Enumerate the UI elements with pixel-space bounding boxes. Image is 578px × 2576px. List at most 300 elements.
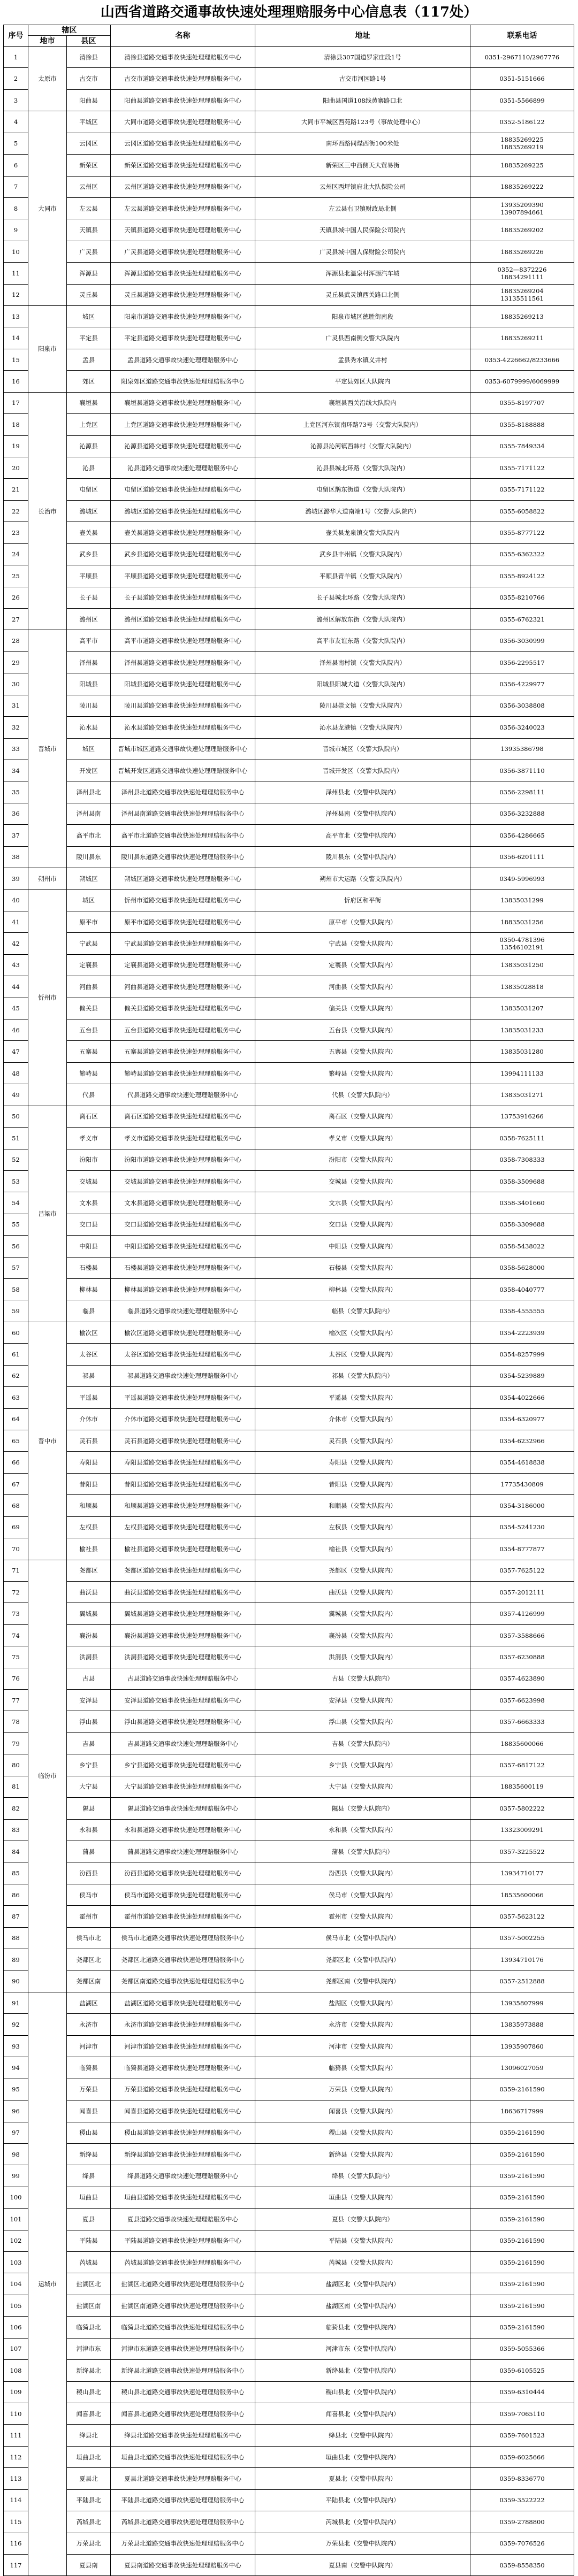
cell-county: 垣曲县 <box>67 2187 111 2208</box>
cell-phone: 0357-5623122 <box>470 1906 574 1927</box>
table-row <box>4 1841 574 1862</box>
cell-seq: 17 <box>4 392 28 413</box>
cell-phone: 0357-3225522 <box>470 1841 574 1862</box>
cell-county: 浮山县 <box>67 1711 111 1732</box>
cell-phone: 18835269211 <box>470 327 574 349</box>
cell-county: 交城县 <box>67 1170 111 1192</box>
cell-address: 平陆县（交警大队院内） <box>255 2230 470 2251</box>
cell-county: 寿阳县 <box>67 1452 111 1473</box>
table-row <box>4 2100 574 2122</box>
cell-name: 偏关县道路交通事故快速处理理赔服务中心 <box>111 998 255 1019</box>
cell-city: 朔州市 <box>28 868 67 890</box>
cell-phone: 0357-6230888 <box>470 1646 574 1668</box>
table-row <box>4 2403 574 2424</box>
cell-phone: 13934710176 <box>470 1949 574 1971</box>
cell-seq: 84 <box>4 1841 28 1862</box>
cell-seq: 55 <box>4 1214 28 1235</box>
cell-phone: 13753916266 <box>470 1106 574 1127</box>
table-row <box>4 1192 574 1214</box>
table-row <box>4 371 574 392</box>
cell-name: 临猗县道路交通事故快速处理理赔服务中心 <box>111 2057 255 2079</box>
cell-name: 昔阳县道路交通事故快速处理理赔服务中心 <box>111 1473 255 1494</box>
cell-name: 云冈区道路交通事故快速处理理赔服务中心 <box>111 133 255 154</box>
cell-phone: 0359-5055366 <box>470 2338 574 2359</box>
cell-county: 陵川县 <box>67 695 111 716</box>
cell-name: 尧都区南道路交通事故快速处理理赔服务中心 <box>111 1971 255 1992</box>
cell-phone: 0356-4286665 <box>470 825 574 846</box>
cell-name: 浑源县道路交通事故快速处理理赔服务中心 <box>111 263 255 284</box>
cell-phone: 0359-2161590 <box>470 2252 574 2273</box>
cell-phone: 18835269226 <box>470 241 574 262</box>
cell-county: 芮城县 <box>67 2252 111 2273</box>
cell-seq: 39 <box>4 868 28 890</box>
table-row <box>4 1668 574 1689</box>
table-row <box>4 1754 574 1776</box>
cell-county: 平遥县 <box>67 1387 111 1408</box>
cell-name: 夏县北道路交通事故快速处理理赔服务中心 <box>111 2468 255 2489</box>
cell-phone: 18835269225 <box>470 155 574 176</box>
cell-county: 平城区 <box>67 111 111 133</box>
cell-seq: 33 <box>4 738 28 760</box>
cell-phone: 0356-2295517 <box>470 651 574 673</box>
cell-phone: 0355-8197707 <box>470 392 574 413</box>
cell-address: 祁县（交警大队院内） <box>255 1365 470 1386</box>
table-row <box>4 738 574 760</box>
cell-name: 古交市道路交通事故快速处理理赔服务中心 <box>111 68 255 89</box>
cell-address: 万荣县（交警大队院内） <box>255 2079 470 2100</box>
cell-county: 陵川县东 <box>67 846 111 868</box>
cell-address: 左权县（交警大队院内） <box>255 1516 470 1538</box>
cell-name: 万荣县道路交通事故快速处理理赔服务中心 <box>111 2079 255 2100</box>
cell-county: 芮城县北 <box>67 2511 111 2533</box>
cell-name: 泽州县北道路交通事故快速处理理赔服务中心 <box>111 781 255 803</box>
cell-phone: 0354-8777877 <box>470 1538 574 1560</box>
cell-county: 文水县 <box>67 1192 111 1214</box>
cell-seq: 113 <box>4 2468 28 2489</box>
cell-address: 侯马市北（交警中队院内） <box>255 1927 470 1949</box>
table-row <box>4 1473 574 1494</box>
cell-phone: 0354-3186000 <box>470 1495 574 1516</box>
cell-name: 天镇县道路交通事故快速处理理赔服务中心 <box>111 219 255 241</box>
cell-seq: 81 <box>4 1776 28 1797</box>
cell-county: 石楼县 <box>67 1257 111 1278</box>
cell-name: 万荣县北道路交通事故快速处理理赔服务中心 <box>111 2533 255 2554</box>
header-address: 地址 <box>255 25 470 47</box>
cell-county: 翼城县 <box>67 1603 111 1624</box>
cell-phone: 0358-5438022 <box>470 1236 574 1257</box>
cell-name: 灵石县道路交通事故快速处理理赔服务中心 <box>111 1430 255 1452</box>
cell-name: 临猗县北道路交通事故快速处理理赔服务中心 <box>111 2317 255 2338</box>
cell-address: 洪洞县（交警大队院内） <box>255 1646 470 1668</box>
table-row <box>4 1041 574 1062</box>
cell-name: 泽州县南道路交通事故快速处理理赔服务中心 <box>111 803 255 824</box>
cell-name: 乡宁县道路交通事故快速处理理赔服务中心 <box>111 1754 255 1776</box>
cell-city: 太原市 <box>28 47 67 111</box>
table-row <box>4 630 574 651</box>
cell-name: 尧都区道路交通事故快速处理理赔服务中心 <box>111 1560 255 1581</box>
cell-phone: 0356-3240023 <box>470 717 574 738</box>
cell-address: 交口县（交警大队院内） <box>255 1214 470 1235</box>
cell-seq: 45 <box>4 998 28 1019</box>
cell-seq: 63 <box>4 1387 28 1408</box>
cell-name: 汾西县道路交通事故快速处理理赔服务中心 <box>111 1862 255 1884</box>
cell-county: 泽州县南 <box>67 803 111 824</box>
cell-address: 文水县（交警大队院内） <box>255 1192 470 1214</box>
cell-phone: 13835031250 <box>470 954 574 976</box>
cell-address: 潞城区潞华大道南端1号（交警大队院内） <box>255 500 470 522</box>
table-row <box>4 2187 574 2208</box>
cell-name: 夏县南道路交通事故快速处理理赔服务中心 <box>111 2554 255 2575</box>
cell-county: 蒲县 <box>67 1841 111 1862</box>
table-row <box>4 825 574 846</box>
cell-name: 朔城区道路交通事故快速处理理赔服务中心 <box>111 868 255 890</box>
cell-name: 盐湖区北道路交通事故快速处理理赔服务中心 <box>111 2273 255 2295</box>
cell-phone: 0351-2967110/2967776 <box>470 47 574 68</box>
cell-phone: 0355-8210766 <box>470 587 574 608</box>
cell-county: 临县 <box>67 1300 111 1322</box>
cell-seq: 75 <box>4 1646 28 1668</box>
cell-phone: 0359-2161590 <box>470 2317 574 2338</box>
cell-seq: 72 <box>4 1581 28 1603</box>
cell-phone: 0357-2012111 <box>470 1581 574 1603</box>
cell-county: 古县 <box>67 1668 111 1689</box>
table-row <box>4 414 574 435</box>
cell-county: 代县 <box>67 1084 111 1106</box>
cell-address: 翼城县（交警大队院内） <box>255 1603 470 1624</box>
cell-name: 霍州市道路交通事故快速处理理赔服务中心 <box>111 1906 255 1927</box>
cell-seq: 13 <box>4 306 28 327</box>
cell-address: 孟县秀水镇义井村 <box>255 349 470 370</box>
cell-name: 沁县道路交通事故快速处理理赔服务中心 <box>111 457 255 479</box>
cell-address: 盐湖区南（交警中队院内） <box>255 2295 470 2316</box>
cell-address: 夏县南（交警中队院内） <box>255 2554 470 2575</box>
cell-phone: 18835600119 <box>470 1776 574 1797</box>
table-row <box>4 2468 574 2489</box>
cell-phone: 0357-4126999 <box>470 1603 574 1624</box>
cell-address: 垣曲县北（交警中队院内） <box>255 2446 470 2467</box>
cell-phone: 0354-6320977 <box>470 1408 574 1430</box>
cell-seq: 100 <box>4 2187 28 2208</box>
cell-phone: 18835600066 <box>470 1732 574 1754</box>
cell-address: 介休市（交警大队院内） <box>255 1408 470 1430</box>
cell-name: 上党区道路交通事故快速处理理赔服务中心 <box>111 414 255 435</box>
header-region: 辖区 <box>28 25 111 36</box>
cell-address: 寿阳县（交警大队院内） <box>255 1452 470 1473</box>
cell-phone: 13835031207 <box>470 998 574 1019</box>
cell-name: 陵川县东道路交通事故快速处理理赔服务中心 <box>111 846 255 868</box>
cell-name: 蒲县道路交通事故快速处理理赔服务中心 <box>111 1841 255 1862</box>
cell-name: 繁峙县道路交通事故快速处理理赔服务中心 <box>111 1062 255 1084</box>
cell-name: 襄汾县道路交通事故快速处理理赔服务中心 <box>111 1624 255 1646</box>
table-row <box>4 2554 574 2575</box>
cell-city: 临汾市 <box>28 1560 67 1992</box>
cell-name: 芮城县道路交通事故快速处理理赔服务中心 <box>111 2252 255 2273</box>
cell-seq: 96 <box>4 2100 28 2122</box>
service-center-table <box>3 25 574 2576</box>
cell-phone: 0357-5802222 <box>470 1798 574 1819</box>
cell-county: 万荣县 <box>67 2079 111 2100</box>
cell-address: 永济市（交警大队院内） <box>255 2014 470 2035</box>
cell-name: 绛县北道路交通事故快速处理理赔服务中心 <box>111 2425 255 2446</box>
table-row <box>4 241 574 262</box>
cell-name: 闻喜县道路交通事故快速处理理赔服务中心 <box>111 2100 255 2122</box>
cell-seq: 42 <box>4 933 28 954</box>
table-row <box>4 1062 574 1084</box>
cell-address: 阳泉市城区德胜街南段 <box>255 306 470 327</box>
cell-seq: 29 <box>4 651 28 673</box>
cell-address: 汾阳市（交警大队院内） <box>255 1149 470 1170</box>
cell-seq: 62 <box>4 1365 28 1386</box>
cell-phone: 0356-3232888 <box>470 803 574 824</box>
cell-address: 平陆县北（交警中队院内） <box>255 2489 470 2511</box>
header-seq: 序号 <box>4 25 28 47</box>
cell-county: 榆次区 <box>67 1322 111 1343</box>
cell-name: 永济市道路交通事故快速处理理赔服务中心 <box>111 2014 255 2035</box>
cell-phone: 0350-4781396 13546102191 <box>470 933 574 954</box>
cell-name: 古县道路交通事故快速处理理赔服务中心 <box>111 1668 255 1689</box>
cell-phone: 0359-2161590 <box>470 2209 574 2230</box>
cell-seq: 20 <box>4 457 28 479</box>
cell-county: 闻喜县北 <box>67 2403 111 2424</box>
table-row <box>4 543 574 565</box>
cell-county: 介休市 <box>67 1408 111 1430</box>
cell-county: 稷山县北 <box>67 2381 111 2403</box>
cell-seq: 61 <box>4 1344 28 1365</box>
cell-seq: 83 <box>4 1819 28 1841</box>
cell-phone: 0359-2788800 <box>470 2511 574 2533</box>
cell-name: 离石区道路交通事故快速处理理赔服务中心 <box>111 1106 255 1127</box>
table-row <box>4 1257 574 1278</box>
cell-phone: 0358-3309688 <box>470 1214 574 1235</box>
cell-address: 河津市东（交警中队院内） <box>255 2338 470 2359</box>
cell-seq: 58 <box>4 1279 28 1300</box>
cell-phone: 13935907860 <box>470 2035 574 2057</box>
cell-seq: 102 <box>4 2230 28 2251</box>
cell-county: 河津市 <box>67 2035 111 2057</box>
cell-name: 高平市北道路交通事故快速处理理赔服务中心 <box>111 825 255 846</box>
cell-phone: 0355-6362322 <box>470 543 574 565</box>
cell-phone: 13323009291 <box>470 1819 574 1841</box>
cell-phone: 0356-6201111 <box>470 846 574 868</box>
cell-phone: 0355-7171122 <box>470 479 574 500</box>
cell-phone: 0359-2161590 <box>470 2143 574 2165</box>
table-row <box>4 349 574 370</box>
cell-name: 浮山县道路交通事故快速处理理赔服务中心 <box>111 1711 255 1732</box>
cell-phone: 17735430809 <box>470 1473 574 1494</box>
table-row <box>4 457 574 479</box>
cell-address: 襄垣县西关沿线大队院内 <box>255 392 470 413</box>
cell-phone: 0358-4555555 <box>470 1300 574 1322</box>
table-row <box>4 197 574 219</box>
table-row <box>4 500 574 522</box>
cell-seq: 19 <box>4 435 28 457</box>
cell-phone: 13935209390 13907894661 <box>470 197 574 219</box>
cell-name: 平陆县北道路交通事故快速处理理赔服务中心 <box>111 2489 255 2511</box>
cell-seq: 110 <box>4 2403 28 2424</box>
cell-phone: 0357-3588666 <box>470 1624 574 1646</box>
cell-county: 平定县 <box>67 327 111 349</box>
cell-address: 新绛县北（交警中队院内） <box>255 2360 470 2381</box>
cell-county: 襄汾县 <box>67 1624 111 1646</box>
cell-phone: 0356-3030999 <box>470 630 574 651</box>
cell-county: 霍州市 <box>67 1906 111 1927</box>
cell-name: 榆社县道路交通事故快速处理理赔服务中心 <box>111 1538 255 1560</box>
cell-county: 绛县 <box>67 2165 111 2187</box>
cell-address: 高平市友谊东路（交警大队院内） <box>255 630 470 651</box>
cell-address: 古交市河园路1号 <box>255 68 470 89</box>
cell-phone: 0351-5566899 <box>470 89 574 111</box>
header-county: 县区 <box>67 36 111 47</box>
cell-name: 绛县道路交通事故快速处理理赔服务中心 <box>111 2165 255 2187</box>
cell-phone: 0357-6817122 <box>470 1754 574 1776</box>
table-row <box>4 2533 574 2554</box>
cell-county: 五台县 <box>67 1019 111 1040</box>
cell-county: 长子县 <box>67 587 111 608</box>
cell-county: 高平市北 <box>67 825 111 846</box>
cell-seq: 15 <box>4 349 28 370</box>
cell-seq: 60 <box>4 1322 28 1343</box>
cell-seq: 93 <box>4 2035 28 2057</box>
cell-seq: 25 <box>4 565 28 587</box>
cell-phone: 0355-8924122 <box>470 565 574 587</box>
cell-county: 左云县 <box>67 197 111 219</box>
cell-phone: 13835028818 <box>470 976 574 998</box>
cell-address: 蒲县（交警大队院内） <box>255 1841 470 1862</box>
table-row <box>4 2143 574 2165</box>
cell-county: 潞城区 <box>67 500 111 522</box>
cell-seq: 76 <box>4 1668 28 1689</box>
cell-county: 新荣区 <box>67 155 111 176</box>
cell-seq: 12 <box>4 284 28 305</box>
cell-name: 阳城县道路交通事故快速处理理赔服务中心 <box>111 673 255 695</box>
cell-seq: 28 <box>4 630 28 651</box>
cell-address: 泽州县南村镇（交警大队院内） <box>255 651 470 673</box>
cell-name: 左云县道路交通事故快速处理理赔服务中心 <box>111 197 255 219</box>
cell-seq: 36 <box>4 803 28 824</box>
cell-address: 泽州县北（交警中队院内） <box>255 781 470 803</box>
cell-city: 晋中市 <box>28 1322 67 1560</box>
cell-seq: 79 <box>4 1732 28 1754</box>
cell-seq: 103 <box>4 2252 28 2273</box>
cell-county: 偏关县 <box>67 998 111 1019</box>
cell-phone: 0358-5628000 <box>470 1257 574 1278</box>
table-row <box>4 1084 574 1106</box>
cell-address: 陵川县崇文镇（交警大队院内） <box>255 695 470 716</box>
cell-seq: 21 <box>4 479 28 500</box>
cell-county: 河津市东 <box>67 2338 111 2359</box>
cell-name: 阳泉郊区道路交通事故快速处理理赔服务中心 <box>111 371 255 392</box>
cell-name: 宁武县道路交通事故快速处理理赔服务中心 <box>111 933 255 954</box>
table-row <box>4 1538 574 1560</box>
cell-seq: 5 <box>4 133 28 154</box>
cell-county: 隰县 <box>67 1798 111 1819</box>
cell-seq: 50 <box>4 1106 28 1127</box>
cell-address: 柳林县（交警大队院内） <box>255 1279 470 1300</box>
cell-phone: 0356-3038808 <box>470 695 574 716</box>
cell-county: 宁武县 <box>67 933 111 954</box>
table-row <box>4 2057 574 2079</box>
cell-phone: 0358-3401660 <box>470 1192 574 1214</box>
cell-address: 大同市平城区西苑路123号（事故处理中心） <box>255 111 470 133</box>
cell-phone: 0355-6762321 <box>470 608 574 630</box>
cell-county: 孟县 <box>67 349 111 370</box>
cell-seq: 30 <box>4 673 28 695</box>
cell-name: 五寨县道路交通事故快速处理理赔服务中心 <box>111 1041 255 1062</box>
cell-seq: 111 <box>4 2425 28 2446</box>
cell-name: 平遥县道路交通事故快速处理理赔服务中心 <box>111 1387 255 1408</box>
cell-seq: 31 <box>4 695 28 716</box>
cell-name: 交口县道路交通事故快速处理理赔服务中心 <box>111 1214 255 1235</box>
table-row <box>4 219 574 241</box>
cell-address: 南环西路同煤西街100米处 <box>255 133 470 154</box>
cell-seq: 87 <box>4 1906 28 1927</box>
cell-name: 侯马市北道路交通事故快速处理理赔服务中心 <box>111 1927 255 1949</box>
cell-address: 绛县（交警大队院内） <box>255 2165 470 2187</box>
cell-name: 潞城区道路交通事故快速处理理赔服务中心 <box>111 500 255 522</box>
cell-seq: 53 <box>4 1170 28 1192</box>
table-row <box>4 1170 574 1192</box>
cell-county: 襄垣县 <box>67 392 111 413</box>
table-row <box>4 1387 574 1408</box>
header-phone: 联系电话 <box>470 25 574 47</box>
cell-address: 夏县（交警大队院内） <box>255 2209 470 2230</box>
table-row <box>4 2425 574 2446</box>
cell-county: 平陆县北 <box>67 2489 111 2511</box>
cell-county: 万荣县北 <box>67 2533 111 2554</box>
cell-county: 昔阳县 <box>67 1473 111 1494</box>
cell-address: 阳城县阳城大道（交警大队院内） <box>255 673 470 695</box>
cell-phone: 0359-6025666 <box>470 2446 574 2467</box>
cell-address: 和顺县（交警大队院内） <box>255 1495 470 1516</box>
cell-phone: 0354-4618838 <box>470 1452 574 1473</box>
cell-county: 原平市 <box>67 911 111 932</box>
cell-name: 大宁县道路交通事故快速处理理赔服务中心 <box>111 1776 255 1797</box>
cell-name: 介休市道路交通事故快速处理理赔服务中心 <box>111 1408 255 1430</box>
cell-address: 榆次区（交警大队院内） <box>255 1322 470 1343</box>
cell-phone: 13835973888 <box>470 2014 574 2035</box>
cell-address: 盐湖区（交警大队院内） <box>255 1992 470 2013</box>
cell-county: 河曲县 <box>67 976 111 998</box>
cell-address: 闻喜县北（交警中队院内） <box>255 2403 470 2424</box>
cell-county: 临猗县北 <box>67 2317 111 2338</box>
cell-phone: 13835031299 <box>470 890 574 911</box>
cell-county: 泽州县 <box>67 651 111 673</box>
cell-seq: 48 <box>4 1062 28 1084</box>
cell-name: 平陆县道路交通事故快速处理理赔服务中心 <box>111 2230 255 2251</box>
table-row <box>4 608 574 630</box>
cell-phone: 0359-8336770 <box>470 2468 574 2489</box>
cell-address: 泽州县南（交警中队院内） <box>255 803 470 824</box>
table-row <box>4 2446 574 2467</box>
cell-name: 长子县道路交通事故快速处理理赔服务中心 <box>111 587 255 608</box>
table-row <box>4 954 574 976</box>
cell-county: 沁源县 <box>67 435 111 457</box>
table-row <box>4 933 574 954</box>
cell-name: 河津市道路交通事故快速处理理赔服务中心 <box>111 2035 255 2057</box>
cell-address: 晋城市城区（交警大队院内） <box>255 738 470 760</box>
cell-name: 孝义市道路交通事故快速处理理赔服务中心 <box>111 1128 255 1149</box>
cell-seq: 59 <box>4 1300 28 1322</box>
cell-city: 大同市 <box>28 111 67 306</box>
cell-seq: 74 <box>4 1624 28 1646</box>
cell-city: 忻州市 <box>28 890 67 1106</box>
cell-phone: 13934710177 <box>470 1862 574 1884</box>
cell-seq: 97 <box>4 2122 28 2143</box>
cell-phone: 0359-7601523 <box>470 2425 574 2446</box>
cell-address: 离石区（交警大队院内） <box>255 1106 470 1127</box>
cell-address: 交城县（交警大队院内） <box>255 1170 470 1192</box>
cell-phone: 18835269222 <box>470 176 574 197</box>
